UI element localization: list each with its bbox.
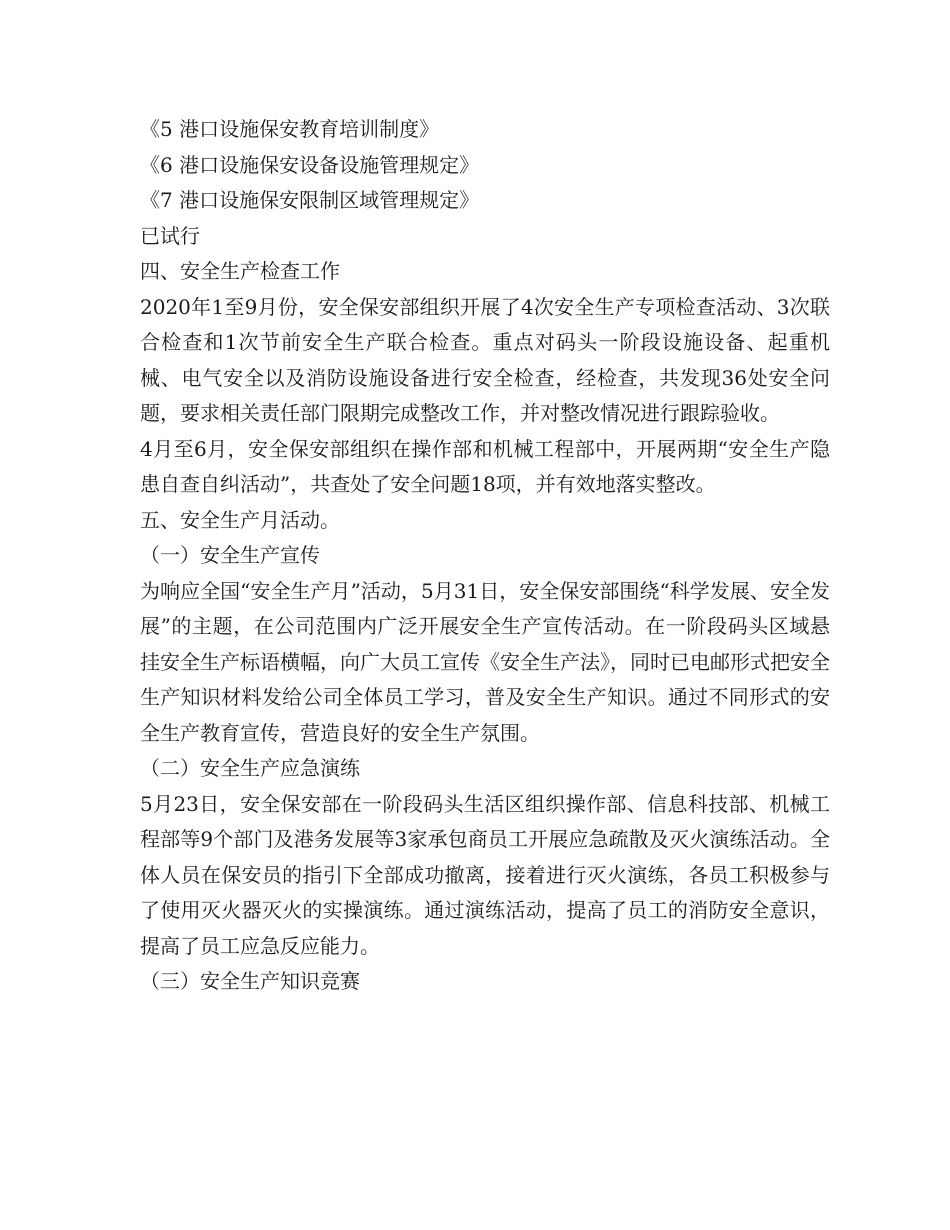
subsection-2-heading: （二）安全生产应急演练 [140, 756, 360, 780]
document-body [140, 112, 830, 1000]
section-4-paragraph-2: 4月至6月，安全保安部组织在操作部和机械工程部中，开展两期“安全生产隐患自查自纠活动”，共查处了安全问题18项，并有效地落实整改。 [140, 436, 830, 496]
subsection-1-heading: （一）安全生产宣传 [140, 543, 320, 567]
section-4-paragraph-1: 2020年1至9月份，安全保安部组织开展了4次安全生产专项检查活动、3次联合检查和1次节前安全生产联合检查。重点对码头一阶段设施设备、起重机械、电气安全以及消防设施设备进行安全检查，经检查，共发现36处安全问题，要求相关责任部门限期完成整改工作，并对整改情况进行跟踪验收。 [140, 294, 830, 425]
section-5-heading: 五、安全生产月活动。 [140, 507, 340, 532]
trial-status-line: 已试行 [140, 223, 200, 248]
regulation-item-5: 《5 港口设施保安教育培训制度》 [140, 117, 440, 141]
subsection-1-paragraph: 为响应全国“安全生产月”活动，5月31日，安全保安部围绕“科学发展、安全发展”的主题，在公司范围内广泛开展安全生产宣传活动。在一阶段码头区域悬挂安全生产标语横幅，向广大员工宣传《安全生产法》，同时已电邮形式把安全生产知识材料发给公司全体员工学习，普及安全生产知识。通过不同形式的安全生产教育宣传，营造良好的安全生产氛围。 [140, 578, 830, 745]
subsection-2-paragraph: 5月23日，安全保安部在一阶段码头生活区组织操作部、信息科技部、机械工程部等9个部门及港务发展等3家承包商员工开展应急疏散及灭火演练活动。全体人员在保安员的指引下全部成功撤离，接着进行灭火演练，各员工积极参与了使用灭火器灭火的实操演练。通过演练活动，提高了员工的消防安全意识，提高了员工应急反应能力。 [140, 791, 830, 958]
regulation-item-6: 《6 港口设施保安设备设施管理规定》 [140, 152, 480, 177]
subsection-3-heading: （三）安全生产知识竞赛 [140, 969, 360, 993]
regulation-item-7: 《7 港口设施保安限制区域管理规定》 [140, 188, 480, 212]
section-4-heading: 四、安全生产检查工作 [140, 259, 340, 283]
